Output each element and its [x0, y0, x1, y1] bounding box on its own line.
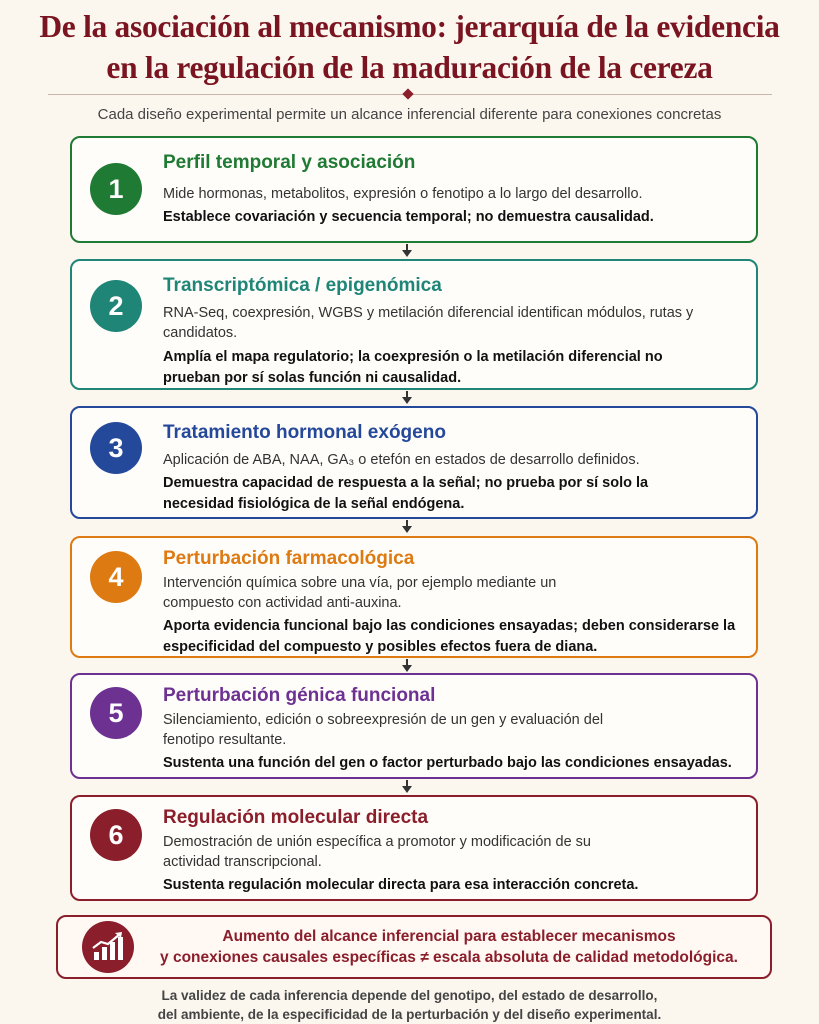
step-heading: Tratamiento hormonal exógeno	[163, 422, 446, 443]
step-description: Silenciamiento, edición o sobreexpresión de un gen y evaluación del fenotipo resultante.	[163, 712, 604, 748]
step-note: Amplía el mapa regulatorio; la coexpresión o la metilación diferencial no prueban por sí solas función ni causalidad.	[163, 349, 663, 386]
subtitle: Cada diseño experimental permite un alcance inferencial diferente para conexiones concretas	[97, 106, 722, 123]
down-arrow-icon	[401, 520, 413, 534]
step-number-badge: 2	[90, 280, 142, 332]
step-card-2	[70, 259, 758, 390]
step-heading: Perfil temporal y asociación	[163, 152, 416, 173]
step-note: Demuestra capacidad de respuesta a la señal; no prueba por sí solo la necesidad fisiológica de la señal endógena.	[163, 475, 649, 512]
summary-line-1: Aumento del alcance inferencial para establecer mecanismos	[222, 928, 676, 945]
step-number-badge: 4	[90, 551, 142, 603]
step-card-4	[70, 536, 758, 658]
step-note: Establece covariación y secuencia temporal; no demuestra causalidad.	[163, 209, 654, 225]
summary-box	[56, 915, 772, 979]
footer-line-1: La validez de cada inferencia depende del genotipo, del estado de desarrollo,	[161, 988, 658, 1003]
step-heading: Perturbación génica funcional	[163, 685, 436, 706]
step-number-badge: 3	[90, 422, 142, 474]
step-card-5	[70, 673, 758, 779]
divider-diamond-icon	[402, 88, 413, 99]
step-card-3	[70, 406, 758, 519]
summary-line-2: y conexiones causales específicas ≠ escala absoluta de calidad metodológica.	[160, 949, 738, 966]
page-title	[0, 6, 819, 88]
footer-line-2: del ambiente, de la especificidad de la perturbación y del diseño experimental.	[157, 1007, 662, 1022]
step-heading: Regulación molecular directa	[163, 807, 429, 828]
step-description: Aplicación de ABA, NAA, GA₃ o etefón en estados de desarrollo definidos.	[163, 452, 640, 468]
step-number-badge: 5	[90, 687, 142, 739]
step-card-6	[70, 795, 758, 901]
step-number-badge: 1	[90, 163, 142, 215]
summary-text	[138, 926, 760, 968]
down-arrow-icon	[401, 391, 413, 405]
step-description: Demostración de unión específica a promotor y modificación de su actividad transcripcional.	[163, 834, 591, 870]
step-note: Aporta evidencia funcional bajo las condiciones ensayadas; deben considerarse la especificidad del compuesto y posibles efectos fuera de diana.	[163, 618, 736, 655]
step-number-badge: 6	[90, 809, 142, 861]
step-note: Sustenta una función del gen o factor perturbado bajo las condiciones ensayadas.	[163, 755, 732, 771]
title-line-2: en la regulación de la maduración de la cereza	[106, 50, 713, 85]
step-description: Intervención química sobre una vía, por ejemplo mediante un compuesto con actividad anti-auxina.	[163, 575, 557, 611]
down-arrow-icon	[401, 659, 413, 673]
step-heading: Transcriptómica / epigenómica	[163, 275, 442, 296]
title-line-1: De la asociación al mecanismo: jerarquía de la evidencia	[39, 9, 780, 44]
footer-note	[0, 986, 819, 1024]
step-note: Sustenta regulación molecular directa para esa interacción concreta.	[163, 877, 639, 893]
step-card-1	[70, 136, 758, 243]
down-arrow-icon	[401, 244, 413, 258]
down-arrow-icon	[401, 780, 413, 794]
step-description: RNA-Seq, coexpresión, WGBS y metilación diferencial identifican módulos, rutas y candidatos.	[163, 305, 694, 341]
step-heading: Perturbación farmacológica	[163, 548, 415, 569]
bar-chart-trend-up-icon	[82, 921, 134, 973]
step-description: Mide hormonas, metabolitos, expresión o fenotipo a lo largo del desarrollo.	[163, 186, 643, 202]
